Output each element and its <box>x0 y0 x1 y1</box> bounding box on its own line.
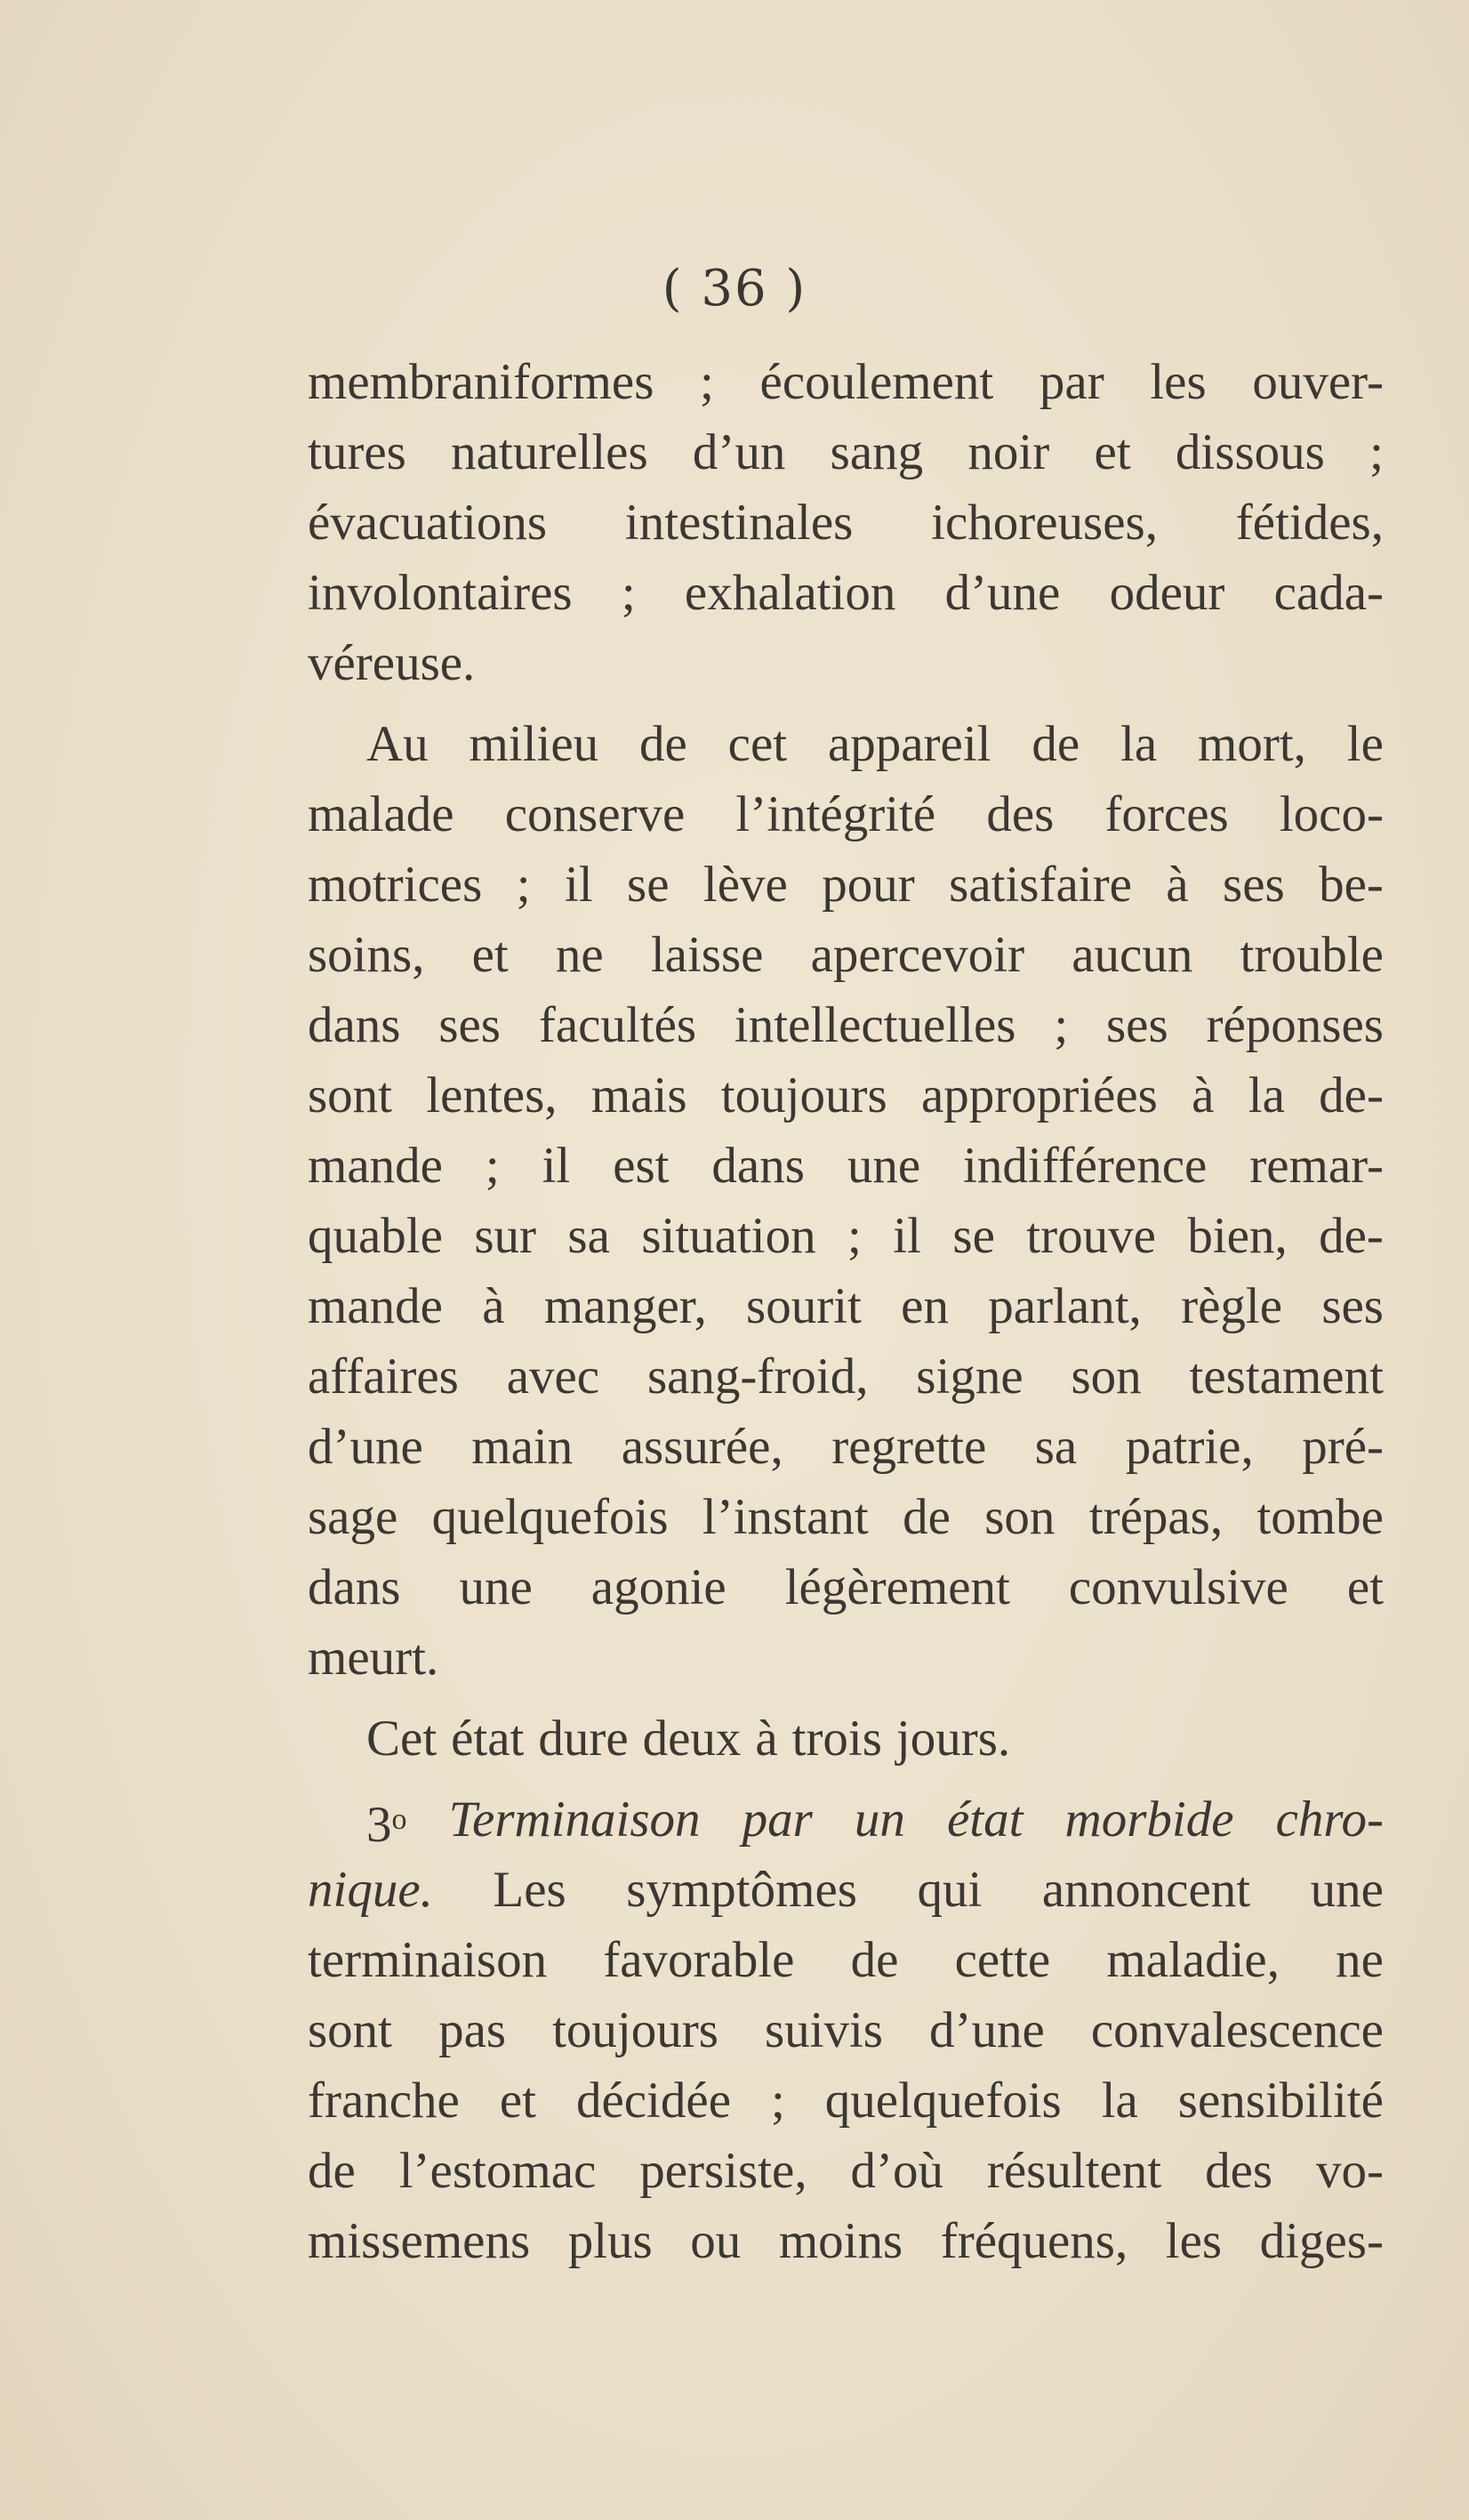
word: la <box>1248 1067 1285 1123</box>
word: par <box>1039 354 1104 410</box>
word: lentes, <box>426 1067 558 1123</box>
word: sont <box>308 2002 393 2058</box>
word: intestinales <box>624 495 854 551</box>
word: dans <box>308 1559 401 1615</box>
word: à <box>1192 1067 1215 1123</box>
word: remar- <box>1249 1138 1384 1194</box>
word: sa <box>1034 1419 1078 1475</box>
word: symptômes <box>626 1862 857 1918</box>
word: persiste, <box>639 2143 807 2199</box>
word: et <box>1094 424 1131 480</box>
word: un <box>854 1791 905 1848</box>
word: de- <box>1319 1208 1384 1264</box>
word: de <box>308 2143 356 2199</box>
word: sang-froid, <box>646 1349 869 1405</box>
text-line <box>308 347 1384 417</box>
word: sage <box>308 1489 398 1545</box>
word: ichoreuses, <box>931 495 1158 551</box>
word: ; <box>770 2073 785 2129</box>
word: assurée, <box>621 1419 783 1475</box>
word: soins, <box>308 927 425 983</box>
word: à <box>482 1278 505 1334</box>
word: réponses <box>1206 997 1384 1053</box>
word: évacuations <box>308 495 548 551</box>
word: meurt. <box>308 1630 439 1686</box>
word: signe <box>916 1349 1023 1405</box>
word: état <box>451 1711 525 1767</box>
text-line <box>308 990 1384 1060</box>
word: mais <box>590 1067 687 1123</box>
word: par <box>742 1791 813 1848</box>
word: mande <box>308 1138 443 1194</box>
word: d’une <box>944 565 1061 621</box>
word: testament <box>1189 1349 1384 1405</box>
word: véreuse. <box>308 635 476 691</box>
word: sur <box>474 1208 537 1264</box>
word: ; <box>847 1208 862 1264</box>
word: quable <box>308 1208 443 1264</box>
word: des <box>1205 2143 1273 2199</box>
word: en <box>901 1278 949 1334</box>
word: appropriées <box>920 1067 1158 1123</box>
word: be- <box>1319 857 1384 913</box>
word: et <box>1346 1559 1384 1615</box>
word: sa <box>567 1208 610 1264</box>
word: terminaison <box>308 1932 548 1988</box>
word: est <box>613 1138 670 1194</box>
word: toujours <box>552 2002 718 2058</box>
word: sourit <box>746 1278 862 1334</box>
word: facultés <box>538 997 697 1053</box>
word: cada- <box>1273 565 1384 621</box>
word: ne <box>1336 1932 1384 1988</box>
word: d’une <box>929 2002 1045 2058</box>
word: pour <box>822 857 915 913</box>
word: résultent <box>986 2143 1162 2199</box>
word: convulsive <box>1068 1559 1288 1615</box>
word: tombe <box>1256 1489 1384 1545</box>
word: l’intégrité <box>735 786 936 842</box>
word: milieu <box>469 716 599 772</box>
text-line <box>308 417 1384 487</box>
word: favorable <box>603 1932 795 1988</box>
word: le <box>1346 716 1384 772</box>
text-line <box>308 628 1384 698</box>
word: apercevoir <box>810 927 1025 983</box>
text-line <box>308 1271 1384 1341</box>
word: son <box>1071 1349 1142 1405</box>
word: les <box>1165 2213 1223 2269</box>
word: sont <box>308 1067 393 1123</box>
word: mande <box>308 1278 443 1334</box>
word: pré- <box>1302 1419 1384 1475</box>
word: ouver- <box>1252 354 1384 410</box>
word: de- <box>1319 1067 1384 1123</box>
word: sang <box>830 424 924 480</box>
word: de <box>639 716 687 772</box>
text-line <box>308 1341 1384 1412</box>
word: nique. <box>308 1862 433 1918</box>
word: lève <box>702 857 788 913</box>
text-line <box>308 1925 1384 1995</box>
text-line <box>308 1784 1384 1855</box>
word: à <box>1166 857 1189 913</box>
word: maladie, <box>1106 1932 1280 1988</box>
word: à <box>755 1711 778 1767</box>
word: trouve <box>1026 1208 1156 1264</box>
word: chro- <box>1275 1791 1384 1848</box>
text-line <box>308 2065 1384 2136</box>
word: affaires <box>308 1349 459 1405</box>
word: d’un <box>692 424 786 480</box>
word: mort, <box>1198 716 1306 772</box>
word: annoncent <box>1041 1862 1251 1918</box>
word: ses <box>1106 997 1168 1053</box>
text-line <box>308 779 1384 849</box>
word: manger, <box>543 1278 707 1334</box>
word: état <box>946 1791 1023 1848</box>
word: ; <box>516 857 531 913</box>
word: conserve <box>504 786 686 842</box>
word: dissous <box>1175 424 1325 480</box>
word: ; <box>1054 997 1069 1053</box>
word: ou <box>690 2213 742 2269</box>
word: fétides, <box>1235 495 1384 551</box>
text-line <box>308 1412 1384 1482</box>
word: satisfaire <box>949 857 1132 913</box>
word: il <box>564 857 593 913</box>
page-number: ( 36 ) <box>662 260 807 318</box>
word: dure <box>538 1711 629 1767</box>
text-line <box>308 1060 1384 1131</box>
word: aucun <box>1072 927 1193 983</box>
word: parlant, <box>988 1278 1142 1334</box>
word: bien, <box>1187 1208 1288 1264</box>
word: il <box>893 1208 921 1264</box>
word: vo- <box>1315 2143 1384 2199</box>
word: l’estomac <box>398 2143 597 2199</box>
word: trois <box>791 1711 882 1767</box>
word: ; <box>621 565 636 621</box>
word: ; <box>1369 424 1384 480</box>
word: ; <box>485 1138 500 1194</box>
word: et <box>499 2073 536 2129</box>
word: forces <box>1104 786 1229 842</box>
word: trépas, <box>1088 1489 1224 1545</box>
word: qui <box>917 1862 983 1918</box>
word: pas <box>438 2002 507 2058</box>
text-line <box>308 1131 1384 1201</box>
word: Cet <box>366 1711 437 1767</box>
word: ses <box>1321 1278 1384 1334</box>
word: son <box>984 1489 1056 1545</box>
word: d’où <box>850 2143 943 2199</box>
word: agonie <box>590 1559 726 1615</box>
text-line <box>308 487 1384 558</box>
word: décidée <box>575 2073 731 2129</box>
text-line <box>308 1552 1384 1622</box>
text-line <box>308 1995 1384 2065</box>
word: de <box>1032 716 1080 772</box>
word: quelquefois <box>824 2073 1062 2129</box>
word: dans <box>711 1138 805 1194</box>
text-line <box>308 709 1384 779</box>
word: loco- <box>1279 786 1384 842</box>
word: morbide <box>1064 1791 1234 1848</box>
word: 3$^o$ <box>366 1797 407 1853</box>
text-line <box>308 1201 1384 1271</box>
word: une <box>847 1138 921 1194</box>
word: diges- <box>1259 2213 1384 2269</box>
word: motrices <box>308 857 483 913</box>
word: cette <box>954 1932 1051 1988</box>
text-line <box>308 920 1384 990</box>
word: plus <box>567 2213 653 2269</box>
word: se <box>627 857 670 913</box>
word: laisse <box>650 927 764 983</box>
word: malade <box>308 786 454 842</box>
word: intellectuelles <box>734 997 1016 1053</box>
word: sensibilité <box>1177 2073 1384 2129</box>
word: ; <box>700 354 714 410</box>
word: involontaires <box>308 565 573 621</box>
word: franche <box>308 2073 460 2129</box>
word: fréquens, <box>940 2213 1128 2269</box>
word: il <box>542 1138 571 1194</box>
word: la <box>1120 716 1158 772</box>
word: missemens <box>308 2213 531 2269</box>
word: patrie, <box>1125 1419 1254 1475</box>
word: d’une <box>308 1419 423 1475</box>
text-line <box>308 2206 1384 2276</box>
text-line <box>308 558 1384 628</box>
word: convalescence <box>1090 2002 1384 2058</box>
word: des <box>986 786 1055 842</box>
word: trouble <box>1240 927 1384 983</box>
word: Au <box>366 716 429 772</box>
word: quelquefois <box>431 1489 669 1545</box>
word: regrette <box>831 1419 987 1475</box>
word: jours. <box>895 1711 1011 1767</box>
word: situation <box>641 1208 816 1264</box>
word: naturelles <box>451 424 648 480</box>
word: suivis <box>764 2002 883 2058</box>
word: noir <box>967 424 1050 480</box>
word: main <box>471 1419 574 1475</box>
text-line <box>308 1855 1384 1925</box>
word: de <box>850 1932 899 1988</box>
word: indifférence <box>963 1138 1208 1194</box>
word: membraniformes <box>308 354 654 410</box>
word: Les <box>493 1862 566 1918</box>
word: dans <box>308 997 401 1053</box>
text-line <box>308 1482 1384 1552</box>
word: une <box>1310 1862 1384 1918</box>
text-line <box>308 1703 1384 1774</box>
word: exhalation <box>684 565 896 621</box>
word: deux <box>642 1711 742 1767</box>
word: moins <box>778 2213 903 2269</box>
word: une <box>459 1559 533 1615</box>
text-line <box>308 849 1384 920</box>
word: cet <box>727 716 788 772</box>
word: ne <box>555 927 604 983</box>
word: Terminaison <box>448 1791 701 1848</box>
word: les <box>1150 354 1207 410</box>
word: ses <box>1223 857 1285 913</box>
word: l’instant <box>702 1489 869 1545</box>
text-line <box>308 1622 1384 1693</box>
word: avec <box>506 1349 600 1405</box>
word: toujours <box>720 1067 887 1123</box>
word: tures <box>308 424 406 480</box>
word: légèrement <box>784 1559 1010 1615</box>
word: de <box>903 1489 951 1545</box>
word: ses <box>438 997 501 1053</box>
word: et <box>471 927 509 983</box>
word: écoulement <box>759 354 994 410</box>
word: appareil <box>827 716 991 772</box>
word: la <box>1101 2073 1138 2129</box>
body-text <box>308 347 1384 2276</box>
word: se <box>952 1208 995 1264</box>
word: odeur <box>1109 565 1225 621</box>
word: règle <box>1181 1278 1283 1334</box>
text-line <box>308 2136 1384 2206</box>
